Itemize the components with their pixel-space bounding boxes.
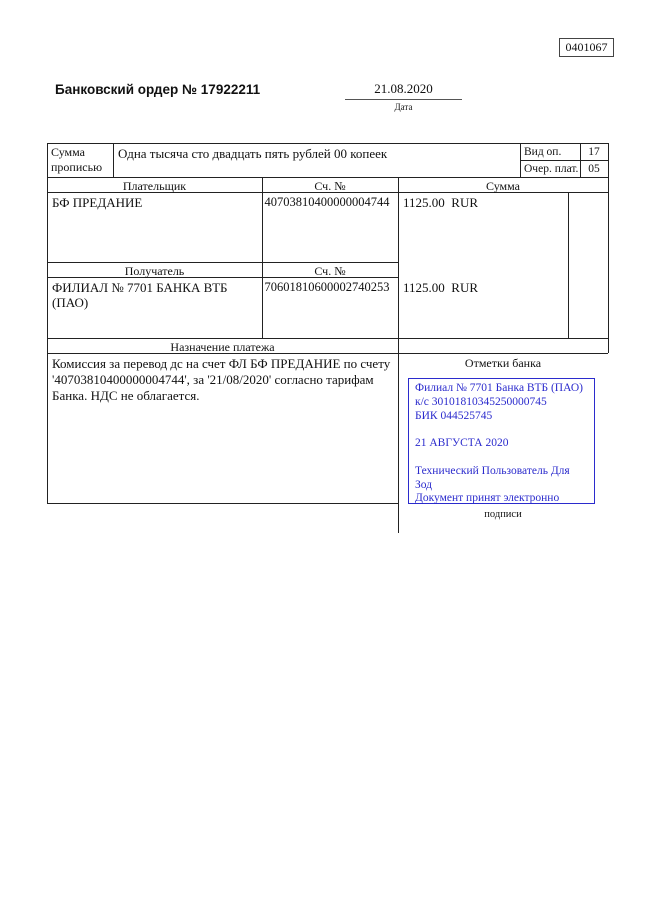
operation-type-value: 17: [588, 146, 600, 158]
payer-header: Плательщик: [122, 178, 187, 193]
table-divider-optype: [520, 143, 521, 177]
purpose-header: Назначение платежа: [170, 339, 275, 354]
amount-header: Сумма: [486, 178, 520, 193]
stamp-date: 21 АВГУСТА 2020: [415, 437, 509, 450]
payment-priority-value: 05: [588, 163, 600, 175]
table-divider-name-account: [262, 177, 263, 338]
operation-type-label: Вид оп.: [524, 146, 562, 158]
payer-account-header: Сч. №: [314, 178, 346, 193]
table-border-left: [47, 143, 48, 503]
table-border-top: [47, 143, 608, 144]
purpose-text: Комиссия за перевод дс на счет ФЛ БФ ПРЕДАНИЕ по счету '40703810400000004744', за '21/08/2020' согласно тарифам Банка. НДС не облагается.: [52, 356, 391, 403]
stamp-bik: БИК 044525745: [415, 409, 493, 422]
table-line-purpose-bottom: [47, 503, 398, 504]
date-label: Дата: [394, 102, 413, 112]
payee-account: 70601810600002740253: [264, 280, 390, 294]
payer-amount: 1125.00 RUR: [403, 195, 478, 210]
stamp-corr-account: к/с 30101810345250000745: [415, 395, 547, 408]
stamp-user-line-2: Зод: [415, 478, 433, 491]
signatures-label: подписи: [484, 509, 522, 520]
table-divider-amount-sub: [568, 192, 569, 338]
document-title: Банковский ордер № 17922211: [55, 82, 261, 97]
table-divider-words-label: [113, 143, 114, 177]
date-value: 21.08.2020: [345, 81, 462, 100]
payer-name: БФ ПРЕДАНИЕ: [52, 195, 143, 210]
payment-priority-label: Очер. плат.: [524, 163, 579, 175]
payer-account: 40703810400000004744: [264, 195, 390, 209]
stamp-accepted-note: Документ принят электронно: [415, 492, 560, 505]
payee-account-header: Сч. №: [314, 263, 346, 278]
bank-marks-header: Отметки банка: [464, 356, 542, 370]
stamp-blank-1: [415, 423, 588, 437]
table-line-optype-split: [520, 160, 608, 161]
stamp-bank-name: Филиал № 7701 Банка ВТБ (ПАО): [415, 382, 583, 394]
amount-words-label: Сумма прописью: [51, 145, 103, 174]
payee-header: Получатель: [124, 263, 185, 278]
form-code: 0401067: [565, 40, 608, 54]
stamp-user-line-1: Технический Пользователь Для: [415, 464, 570, 477]
date-block: [345, 81, 462, 112]
payee-amount: 1125.00 RUR: [403, 280, 478, 295]
amount-words-value: Одна тысяча сто двадцать пять рублей 00 копеек: [118, 146, 388, 161]
table-divider-account-amount: [398, 177, 399, 533]
stamp-blank-2: [415, 451, 588, 465]
table-border-right: [608, 143, 609, 353]
bank-stamp: [408, 378, 595, 504]
form-code-box: [559, 38, 614, 57]
payee-name: ФИЛИАЛ № 7701 БАНКА ВТБ (ПАО): [52, 280, 228, 310]
